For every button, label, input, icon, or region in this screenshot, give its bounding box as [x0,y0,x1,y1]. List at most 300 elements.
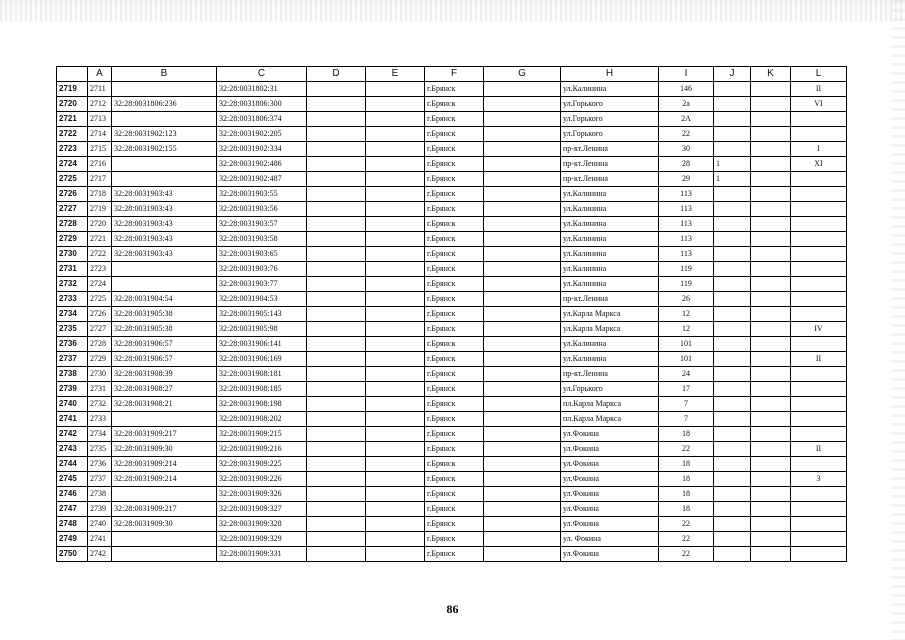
cell-col-k [751,532,791,547]
column-header-g: G [484,67,561,82]
cell-col-d [307,457,366,472]
cell-col-j [714,547,751,562]
cell-col-h: ул.Калинина [561,187,659,202]
table-row [57,112,847,127]
cell-col-i: 26 [659,292,714,307]
cell-col-a: 2731 [88,382,112,397]
cell-col-h: ул.Горького [561,127,659,142]
row-number-cell: 2721 [57,112,88,127]
cell-col-c: 32:28:0031909:326 [217,487,307,502]
cell-col-f: г.Брянск [425,532,484,547]
column-header-l: L [791,67,847,82]
cell-col-l [791,457,847,472]
cell-col-i: 113 [659,187,714,202]
cell-col-i: 101 [659,337,714,352]
cell-col-g [484,202,561,217]
cell-col-f: г.Брянск [425,367,484,382]
cell-col-a: 2711 [88,82,112,97]
cell-col-g [484,277,561,292]
scan-noise-top [0,0,905,22]
cell-col-b: 32:28:0031908:21 [112,397,217,412]
cell-col-c: 32:28:0031904:53 [217,292,307,307]
table-row [57,442,847,457]
cell-col-l [791,532,847,547]
row-number-cell: 2730 [57,247,88,262]
cell-col-l [791,262,847,277]
cell-col-g [484,217,561,232]
cell-col-l [791,217,847,232]
cell-col-d [307,517,366,532]
cell-col-e [366,487,425,502]
cell-col-f: г.Брянск [425,382,484,397]
row-number-cell: 2743 [57,442,88,457]
cell-col-f: г.Брянск [425,547,484,562]
cell-col-h: ул.Калинина [561,277,659,292]
table-row [57,202,847,217]
cell-col-c: 32:28:0031905:98 [217,322,307,337]
cell-col-a: 2733 [88,412,112,427]
cell-col-b: 32:28:0031909:214 [112,472,217,487]
cell-col-i: 7 [659,412,714,427]
cell-col-j: 1 [714,172,751,187]
row-number-cell: 2733 [57,292,88,307]
cell-col-b: 32:28:0031908:39 [112,367,217,382]
cell-col-i: 7 [659,397,714,412]
row-number-cell: 2736 [57,337,88,352]
cell-col-j [714,487,751,502]
row-number-cell: 2734 [57,307,88,322]
cell-col-a: 2724 [88,277,112,292]
cell-col-g [484,502,561,517]
cell-col-i: 22 [659,532,714,547]
cell-col-a: 2732 [88,397,112,412]
cell-col-b: 32:28:0031806:236 [112,97,217,112]
cell-col-d [307,217,366,232]
cell-col-b: 32:28:0031909:214 [112,457,217,472]
cell-col-i: 18 [659,427,714,442]
cell-col-e [366,307,425,322]
cell-col-d [307,247,366,262]
row-number-cell: 2744 [57,457,88,472]
cell-col-e [366,517,425,532]
cell-col-h: ул.Калинина [561,247,659,262]
cell-col-j [714,232,751,247]
table-row [57,352,847,367]
cell-col-e [366,382,425,397]
cell-col-k [751,397,791,412]
cell-col-j [714,472,751,487]
cell-col-h: пл.Карла Маркса [561,412,659,427]
row-number-cell: 2747 [57,502,88,517]
cell-col-c: 32:28:0031908:181 [217,367,307,382]
cell-col-b: 32:28:0031903:43 [112,187,217,202]
cell-col-g [484,142,561,157]
cell-col-e [366,157,425,172]
cell-col-f: г.Брянск [425,202,484,217]
table-row [57,247,847,262]
cell-col-k [751,247,791,262]
cell-col-c: 32:28:0031909:331 [217,547,307,562]
cell-col-l [791,337,847,352]
cell-col-e [366,367,425,382]
cell-col-j [714,502,751,517]
cell-col-k [751,142,791,157]
cell-col-j [714,247,751,262]
cell-col-a: 2723 [88,262,112,277]
cell-col-a: 2728 [88,337,112,352]
cell-col-d [307,532,366,547]
cell-col-g [484,172,561,187]
cell-col-j [714,97,751,112]
cell-col-d [307,262,366,277]
cell-col-l: II [791,82,847,97]
cell-col-b: 32:28:0031908:27 [112,382,217,397]
column-header-f: F [425,67,484,82]
table-row [57,547,847,562]
cell-col-h: ул.Фокина [561,487,659,502]
cell-col-d [307,172,366,187]
cell-col-g [484,82,561,97]
table-row [57,97,847,112]
cell-col-j [714,517,751,532]
cell-col-l [791,367,847,382]
row-number-cell: 2745 [57,472,88,487]
cell-col-j [714,427,751,442]
cell-col-i: 17 [659,382,714,397]
cell-col-f: г.Брянск [425,112,484,127]
column-header-row [57,67,847,82]
cell-col-i: 28 [659,157,714,172]
cell-col-c: 32:28:0031908:198 [217,397,307,412]
cell-col-d [307,202,366,217]
cell-col-d [307,442,366,457]
cell-col-h: ул. Фокина [561,532,659,547]
cell-col-e [366,472,425,487]
row-number-cell: 2725 [57,172,88,187]
cell-col-h: ул.Фокина [561,517,659,532]
cell-col-g [484,187,561,202]
column-header-j: J [714,67,751,82]
cell-col-l: I [791,142,847,157]
cell-col-l [791,412,847,427]
cell-col-d [307,427,366,442]
table-row [57,427,847,442]
row-number-cell: 2719 [57,82,88,97]
row-number-cell: 2727 [57,202,88,217]
cell-col-k [751,202,791,217]
scan-noise-right-edge [891,0,905,640]
cell-col-a: 2727 [88,322,112,337]
cell-col-e [366,262,425,277]
row-number-cell: 2729 [57,232,88,247]
cell-col-i: 18 [659,472,714,487]
cell-col-f: г.Брянск [425,97,484,112]
cell-col-k [751,517,791,532]
cell-col-a: 2721 [88,232,112,247]
cell-col-j [714,82,751,97]
cell-col-d [307,337,366,352]
cell-col-f: г.Брянск [425,157,484,172]
cell-col-h: ул.Калинина [561,352,659,367]
cell-col-c: 32:28:0031906:169 [217,352,307,367]
cell-col-l [791,427,847,442]
table-row [57,172,847,187]
cell-col-k [751,262,791,277]
table-row [57,262,847,277]
cell-col-a: 2735 [88,442,112,457]
cell-col-g [484,367,561,382]
cell-col-a: 2740 [88,517,112,532]
cell-col-i: 113 [659,202,714,217]
cell-col-k [751,127,791,142]
cell-col-f: г.Брянск [425,217,484,232]
cell-col-h: ул.Карла Маркса [561,322,659,337]
column-header-k: K [751,67,791,82]
cell-col-a: 2726 [88,307,112,322]
table-row [57,232,847,247]
cell-col-a: 2734 [88,427,112,442]
cell-col-k [751,322,791,337]
cell-col-c: 32:28:0031909:329 [217,532,307,547]
cell-col-d [307,112,366,127]
cell-col-k [751,502,791,517]
cell-col-j [714,382,751,397]
cell-col-c: 32:28:0031902:334 [217,142,307,157]
cell-col-j [714,262,751,277]
cell-col-d [307,502,366,517]
row-number-cell: 2735 [57,322,88,337]
row-number-cell: 2746 [57,487,88,502]
cell-col-b [112,82,217,97]
cell-col-b: 32:28:0031905:38 [112,322,217,337]
cell-col-i: 29 [659,172,714,187]
cell-col-j [714,352,751,367]
cell-col-g [484,472,561,487]
cell-col-f: г.Брянск [425,352,484,367]
cell-col-f: г.Брянск [425,232,484,247]
cell-col-k [751,307,791,322]
cell-col-a: 2730 [88,367,112,382]
row-number-cell: 2728 [57,217,88,232]
cell-col-f: г.Брянск [425,337,484,352]
cell-col-e [366,112,425,127]
cell-col-d [307,292,366,307]
cell-col-c: 32:28:0031909:327 [217,502,307,517]
cell-col-a: 2729 [88,352,112,367]
table-row [57,487,847,502]
cell-col-h: ул.Фокина [561,502,659,517]
cell-col-j [714,367,751,382]
cell-col-f: г.Брянск [425,517,484,532]
cell-col-h: ул.Калинина [561,217,659,232]
cell-col-d [307,547,366,562]
table-row [57,532,847,547]
cell-col-d [307,322,366,337]
cell-col-l [791,502,847,517]
cell-col-b: 32:28:0031905:38 [112,307,217,322]
cell-col-j [714,217,751,232]
cell-col-h: ул.Фокина [561,442,659,457]
cell-col-c: 32:28:0031903:76 [217,262,307,277]
cell-col-k [751,97,791,112]
cell-col-i: 30 [659,142,714,157]
cell-col-j [714,142,751,157]
cell-col-d [307,127,366,142]
cell-col-d [307,382,366,397]
cell-col-j [714,187,751,202]
cell-col-k [751,472,791,487]
table-row [57,157,847,172]
cell-col-j [714,322,751,337]
cell-col-k [751,232,791,247]
cell-col-j [714,277,751,292]
cell-col-c: 32:28:0031909:226 [217,472,307,487]
cell-col-l: II [791,352,847,367]
cell-col-l [791,292,847,307]
cell-col-h: пр-кт.Ленина [561,172,659,187]
table-row [57,82,847,97]
cell-col-e [366,232,425,247]
table-row [57,397,847,412]
cell-col-k [751,172,791,187]
cell-col-a: 2741 [88,532,112,547]
cell-col-h: ул.Калинина [561,337,659,352]
cell-col-b: 32:28:0031909:217 [112,427,217,442]
cell-col-i: 146 [659,82,714,97]
cell-col-j [714,292,751,307]
cell-col-i: 119 [659,262,714,277]
cell-col-d [307,352,366,367]
table-row [57,142,847,157]
row-number-cell: 2731 [57,262,88,277]
cell-col-b [112,157,217,172]
cell-col-l [791,247,847,262]
cell-col-c: 32:28:0031903:56 [217,202,307,217]
cell-col-d [307,97,366,112]
cell-col-k [751,487,791,502]
cell-col-g [484,337,561,352]
cell-col-e [366,97,425,112]
cell-col-i: 119 [659,277,714,292]
row-number-cell: 2726 [57,187,88,202]
cell-col-j [714,442,751,457]
cell-col-i: 22 [659,127,714,142]
cell-col-b [112,532,217,547]
cell-col-k [751,277,791,292]
cell-col-a: 2712 [88,97,112,112]
cell-col-e [366,337,425,352]
row-number-cell: 2722 [57,127,88,142]
cell-col-h: ул.Карла Маркса [561,307,659,322]
cell-col-h: ул.Горького [561,112,659,127]
cell-col-j [714,457,751,472]
row-number-cell: 2738 [57,367,88,382]
cell-col-i: 113 [659,232,714,247]
cell-col-i: 24 [659,367,714,382]
cell-col-a: 2725 [88,292,112,307]
cell-col-a: 2736 [88,457,112,472]
cell-col-k [751,157,791,172]
cell-col-c: 32:28:0031903:77 [217,277,307,292]
cell-col-l [791,172,847,187]
column-header-h: H [561,67,659,82]
cell-col-a: 2719 [88,202,112,217]
cell-col-a: 2718 [88,187,112,202]
row-number-cell: 2723 [57,142,88,157]
cell-col-b: 32:28:0031906:57 [112,337,217,352]
cell-col-e [366,547,425,562]
cell-col-g [484,487,561,502]
cell-col-f: г.Брянск [425,307,484,322]
cell-col-f: г.Брянск [425,172,484,187]
cell-col-b [112,487,217,502]
cell-col-i: 2а [659,97,714,112]
cell-col-g [484,532,561,547]
cell-col-b [112,412,217,427]
cell-col-f: г.Брянск [425,82,484,97]
cell-col-f: г.Брянск [425,442,484,457]
cell-col-c: 32:28:0031903:65 [217,247,307,262]
cell-col-g [484,322,561,337]
cell-col-h: ул.Фокина [561,547,659,562]
cell-col-b [112,172,217,187]
cell-col-c: 32:28:0031806:300 [217,97,307,112]
cell-col-i: 18 [659,487,714,502]
cell-col-e [366,172,425,187]
cell-col-d [307,412,366,427]
cell-col-j [714,532,751,547]
cell-col-h: ул.Калинина [561,82,659,97]
cell-col-d [307,142,366,157]
cell-col-b: 32:28:0031909:217 [112,502,217,517]
cell-col-b: 32:28:0031909:30 [112,442,217,457]
cell-col-i: 113 [659,247,714,262]
cell-col-f: г.Брянск [425,397,484,412]
cell-col-g [484,307,561,322]
cell-col-f: г.Брянск [425,262,484,277]
cell-col-a: 2716 [88,157,112,172]
cell-col-e [366,412,425,427]
cell-col-h: пр-кт.Ленина [561,157,659,172]
cell-col-h: ул.Калинина [561,202,659,217]
cell-col-g [484,112,561,127]
cell-col-b [112,277,217,292]
cell-col-k [751,367,791,382]
cell-col-d [307,232,366,247]
cell-col-k [751,382,791,397]
cell-col-i: 22 [659,547,714,562]
cell-col-c: 32:28:0031903:57 [217,217,307,232]
table-row [57,457,847,472]
cell-col-a: 2742 [88,547,112,562]
cell-col-f: г.Брянск [425,187,484,202]
cell-col-j [714,202,751,217]
cell-col-j [714,112,751,127]
cell-col-a: 2717 [88,172,112,187]
cell-col-k [751,112,791,127]
cell-col-e [366,322,425,337]
table-row [57,517,847,532]
cell-col-b: 32:28:0031906:57 [112,352,217,367]
cell-col-e [366,187,425,202]
cell-col-g [484,262,561,277]
cell-col-j [714,307,751,322]
cell-col-e [366,457,425,472]
corner-header-cell [57,67,88,82]
cell-col-g [484,457,561,472]
cell-col-e [366,127,425,142]
cell-col-e [366,292,425,307]
